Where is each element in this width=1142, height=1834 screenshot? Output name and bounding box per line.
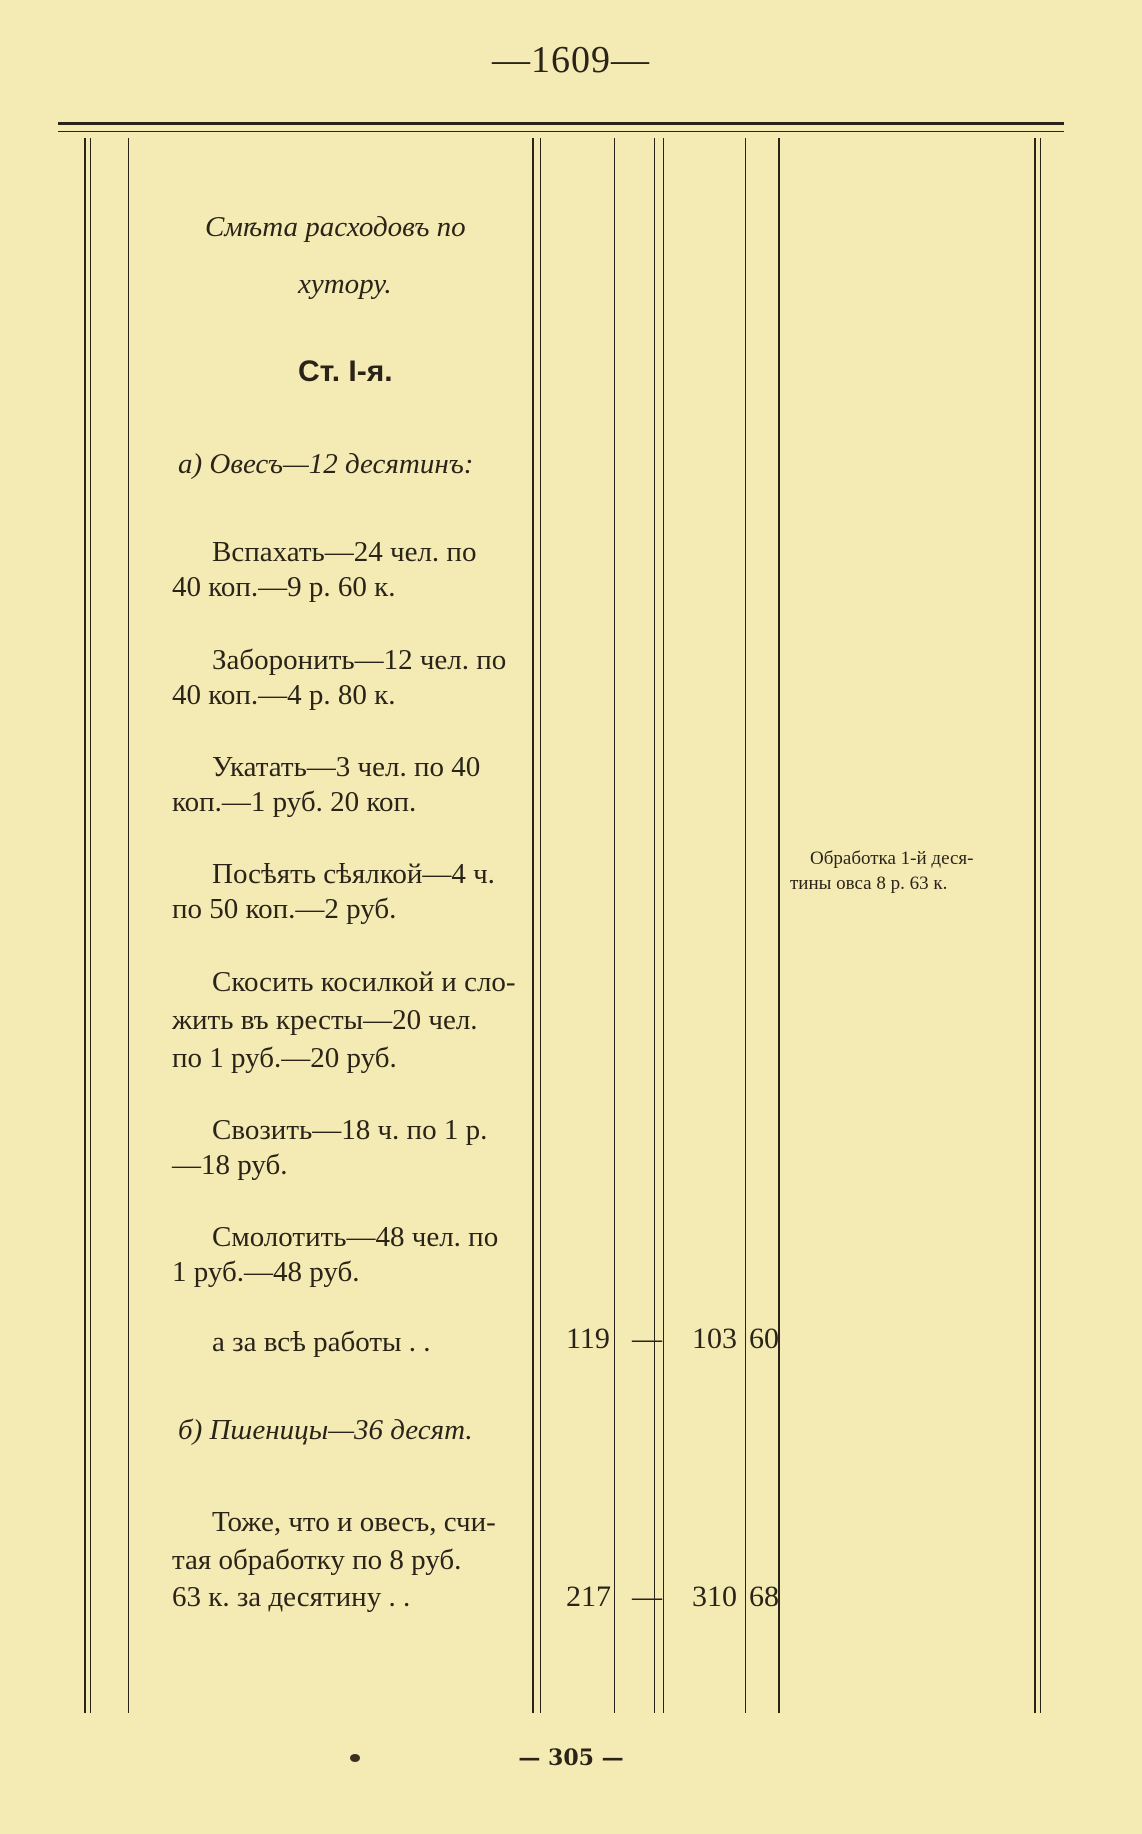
item-line: Заборонить—12 чел. по [212, 644, 507, 676]
top-rule-thick [58, 122, 1064, 125]
column-rule [745, 138, 746, 1713]
part-a-total-label: а за всѣ работы . . [212, 1326, 431, 1358]
column-rule [84, 138, 86, 1713]
part-a-total-rubles: 103 [692, 1322, 737, 1355]
item-line: коп.—1 руб. 20 коп. [172, 786, 417, 818]
part-a-total-col1: 119 [566, 1322, 610, 1355]
item-line: Свозить—18 ч. по 1 р. [212, 1114, 488, 1146]
part-b-rubles: 310 [692, 1580, 737, 1613]
part-b-line2: тая обработку по 8 руб. [172, 1544, 462, 1576]
section-title-line1: Смѣта расходовъ по [205, 211, 466, 243]
item-line: жить въ кресты—20 чел. [172, 1004, 478, 1036]
item-line: 40 коп.—9 р. 60 к. [172, 571, 396, 603]
note-line2: тины овса 8 р. 63 к. [790, 873, 948, 894]
item-line: Вспахать—24 чел. по [212, 536, 477, 568]
part-b-col1-dash: — [632, 1580, 662, 1613]
item-line: Скосить косилкой и сло- [212, 966, 516, 998]
item-line: Укатать—3 чел. по 40 [212, 751, 481, 783]
column-rule [654, 138, 655, 1713]
part-b-line3: 63 к. за десятину . . [172, 1581, 411, 1613]
item-line: Посѣять сѣялкой—4 ч. [212, 858, 495, 890]
part-a-total-kopecks: 60 [749, 1322, 779, 1355]
section-title-line2: хутору. [298, 268, 392, 300]
part-b-col1: 217 [566, 1580, 611, 1613]
column-rule [1034, 138, 1036, 1713]
column-rule [90, 138, 91, 1713]
part-a-total-col1-dash: — [632, 1322, 662, 1355]
item-line: по 50 коп.—2 руб. [172, 893, 397, 925]
article-heading: Ст. I-я. [298, 355, 393, 388]
column-rule [532, 138, 534, 1713]
item-line: 1 руб.—48 руб. [172, 1256, 360, 1288]
item-line: —18 руб. [172, 1149, 288, 1181]
item-line: 40 коп.—4 р. 80 к. [172, 679, 396, 711]
item-line: по 1 руб.—20 руб. [172, 1042, 397, 1074]
column-rule [128, 138, 129, 1713]
part-b-heading: б) Пшеницы—36 десят. [178, 1414, 473, 1446]
column-rule [778, 138, 780, 1713]
top-rule-thin [58, 131, 1064, 132]
column-rule [540, 138, 541, 1713]
column-rule [1040, 138, 1041, 1713]
page-number: —1609— [492, 39, 650, 81]
part-a-heading: а) Овесъ—12 десятинъ: [178, 448, 474, 480]
column-rule [614, 138, 615, 1713]
part-b-line1: Тоже, что и овесъ, счи- [212, 1506, 496, 1538]
part-b-kopecks: 68 [749, 1580, 779, 1613]
item-line: Смолотить—48 чел. по [212, 1221, 499, 1253]
footer-page-number: — 305 — [518, 1745, 624, 1771]
column-rule [663, 138, 664, 1713]
note-line1: Обработка 1-й деся- [810, 848, 974, 869]
